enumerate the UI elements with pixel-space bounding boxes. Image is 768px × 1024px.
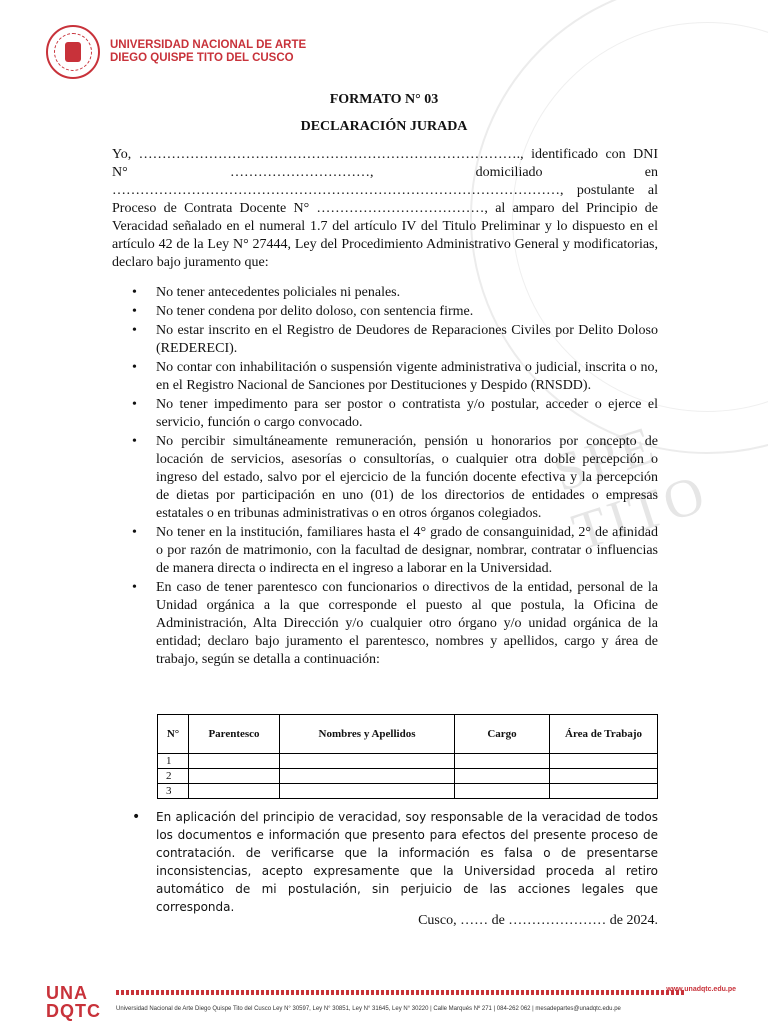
declaration-list [112,284,658,669]
table-header: N° [158,715,189,754]
watermark-seal-lettering: SPE TITO [546,413,716,563]
kinship-table [157,714,658,799]
list-item: • No tener en la institución, familiares hasta el 4° grado de consanguinidad, 2° de afinidad o por razón de matrimonio, con la facultad de designar, nombrar, contratar o influencias de manera directa o indirecta en el ingreso a laborar en la Universidad. [112,524,658,578]
table-cell [189,769,280,784]
list-item: • No percibir simultáneamente remuneración, pensión u honorarios por concepto de locación de servicios, asesorías o consultorías, o cualquier otra doble percepción o ingreso del estado, salvo por el ejercicio de la función docente efectiva y la percepción de dietas por participación en uno (01) de los directorios de entidades o empresas estatales o en tribunas administrativas o en otros órganos colegiados. [112,433,658,523]
page-footer [46,984,736,1020]
university-name [110,39,306,65]
footer-address: Universidad Nacional de Arte Diego Quispe Tito del Cusco Ley N° 30597, Ley N° 30851, Ley N° 31645, Ley N° 30220 | Calle Marqués Nº 271 | 084-262 062 | mesadepartes@unadqtc.edu.pe [116,1006,621,1012]
final-list [112,808,658,916]
table-row-number: 3 [158,784,189,799]
table-cell [455,769,550,784]
table-cell [550,784,658,799]
list-item: • No tener condena por delito doloso, con sentencia firme. [112,303,658,321]
footer-logo-line2: DQTC [46,1001,101,1021]
list-item: • En caso de tener parentesco con funcionarios o directivos de la entidad, personal de la Unidad orgánica a la que corresponde el puesto al que postula, la Oficina de Administración, Alta Dirección y/o cualquier otro órgano y/o unidad orgánica de la entidad; declaro bajo juramento el parentesco, nombres y apellidos, cargo y área de trabajo, según se detalla a continuación: [112,579,658,669]
list-item: • No tener impedimento para ser postor o contratista y/o postular, acceder o ejerce el servicio, función o cargo convocado. [112,396,658,432]
university-name-line2: DIEGO QUISPE TITO DEL CUSCO [110,52,294,64]
table-cell [550,769,658,784]
footer-logo-line1: UNA [46,983,88,1003]
place-date: Cusco, …… de ………………… de 2024. [418,913,658,928]
final-declaration [112,808,658,917]
table-cell [189,754,280,769]
university-header [46,22,306,82]
table-header-row [158,715,658,754]
table-header: Cargo [455,715,550,754]
table-cell [455,784,550,799]
table-header: Nombres y Apellidos [280,715,455,754]
table-row-number: 2 [158,769,189,784]
table-cell [550,754,658,769]
table-cell [280,754,455,769]
intro-paragraph: Yo, ………………………………………………………………………., identificado con DNI N° …………………………, domiciliado en ……………………………………………………………………………………, postulante al Proceso de Contrata Docente N° ………………………………, al amparo del Principio de Veracidad señalado en el numeral 1.7 del artículo IV del Titulo Preliminar y lo dispuesto en el artículo 42 de la Ley N° 27444, Ley del Procedimiento Administrativo General y modificatorias, declaro bajo juramento que: [112,147,658,270]
footer-website-link[interactable]: www.unadqtc.edu.pe [666,986,736,993]
declaration-body [112,146,658,670]
table-row [158,784,658,799]
footer-logo [46,984,101,1020]
table-cell [189,784,280,799]
table-row [158,754,658,769]
footer-decorative-band [116,990,686,995]
university-name-line1: UNIVERSIDAD NACIONAL DE ARTE [110,39,307,51]
list-item: • No estar inscrito en el Registro de Deudores de Reparaciones Civiles por Delito Doloso (REDERECI). [112,322,658,358]
table-header: Área de Trabajo [550,715,658,754]
declaration-title: DECLARACIÓN JURADA [300,119,468,134]
table-row-number: 1 [158,754,189,769]
list-item: • No contar con inhabilitación o suspensión vigente administrativa o judicial, inscrita o no, en el Registro Nacional de Sanciones por Destituciones y Despido (RNSDD). [112,359,658,395]
university-seal-logo [46,25,100,79]
format-title: FORMATO N° 03 [329,92,439,107]
table-row [158,769,658,784]
table-cell [280,784,455,799]
table-header: Parentesco [189,715,280,754]
table-cell [455,754,550,769]
table-cell [280,769,455,784]
list-item: • En aplicación del principio de veracidad, soy responsable de la veracidad de todos los documentos e información que presento para efectos del presente proceso de contratación. de verificarse que la información es falsa o de presentarse inconsistencias, acepto expresamente que la Universidad proceda al retiro automático de mi postulación, sin perjuicio de las acciones legales que corresponda. [112,808,658,916]
list-item: • No tener antecedentes policiales ni penales. [112,284,658,302]
